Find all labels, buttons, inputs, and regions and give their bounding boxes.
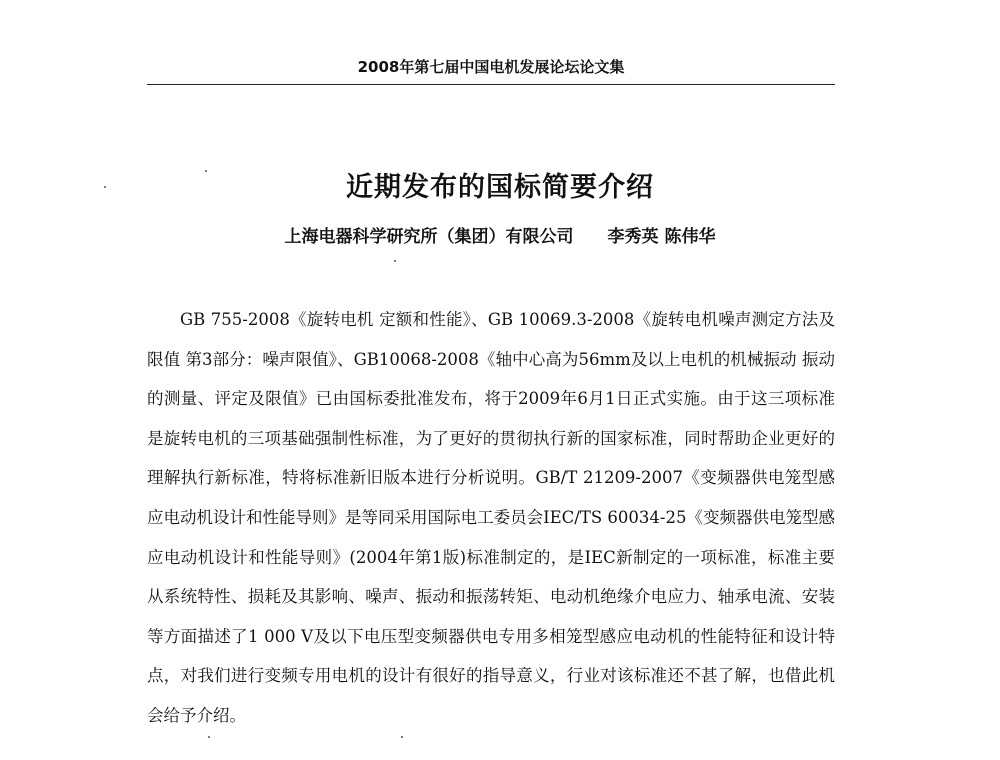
byline bbox=[0, 222, 1000, 247]
scan-speck bbox=[208, 736, 210, 738]
running-header: 2008年第七届中国电机发展论坛论文集 bbox=[357, 58, 625, 76]
authors: 李秀英 陈伟华 bbox=[607, 227, 716, 247]
scan-speck bbox=[394, 260, 396, 262]
affiliation: 上海电器科学研究所（集团）有限公司 bbox=[284, 227, 574, 247]
scan-speck bbox=[401, 736, 403, 738]
scan-speck bbox=[205, 170, 207, 172]
header-rule bbox=[147, 84, 835, 85]
scan-speck bbox=[104, 186, 106, 188]
article-title: 近期发布的国标简要介绍 bbox=[346, 172, 654, 203]
body-paragraph: GB 755-2008《旋转电机 定额和性能》、GB 10069.3-2008《旋转电机噪声测定方法及限值 第3部分：噪声限值》、GB10068-2008《轴中心高为56mm及以上电机的机械振动 振动的测量、评定及限值》已由国标委批准发布，将于2009年6月1日正式实施。由于这三项标准是旋转电机的三项基础强制性标准，为了更好的贯彻执行新的国家标准，同时帮助企业更好的理解执行新标准，特将标准新旧版本进行分析说明。GB/T 21209-2007《变频器供电笼型感应电动机设计和性能导则》是等同采用国际电工委员会IEC/TS 60034-25《变频器供电笼型感应电动机设计和性能导则》(2004年第1版)标准制定的，是IEC新制定的一项标准，标准主要从系统特性、损耗及其影响、噪声、振动和振荡转矩、电动机绝缘介电应力、轴承电流、安装等方面描述了1 000 V及以下电压型变频器供电专用多相笼型感应电动机的性能特征和设计特点，对我们进行变频专用电机的设计有很好的指导意义，行业对该标准还不甚了解，也借此机会给予介绍。 bbox=[147, 310, 835, 725]
